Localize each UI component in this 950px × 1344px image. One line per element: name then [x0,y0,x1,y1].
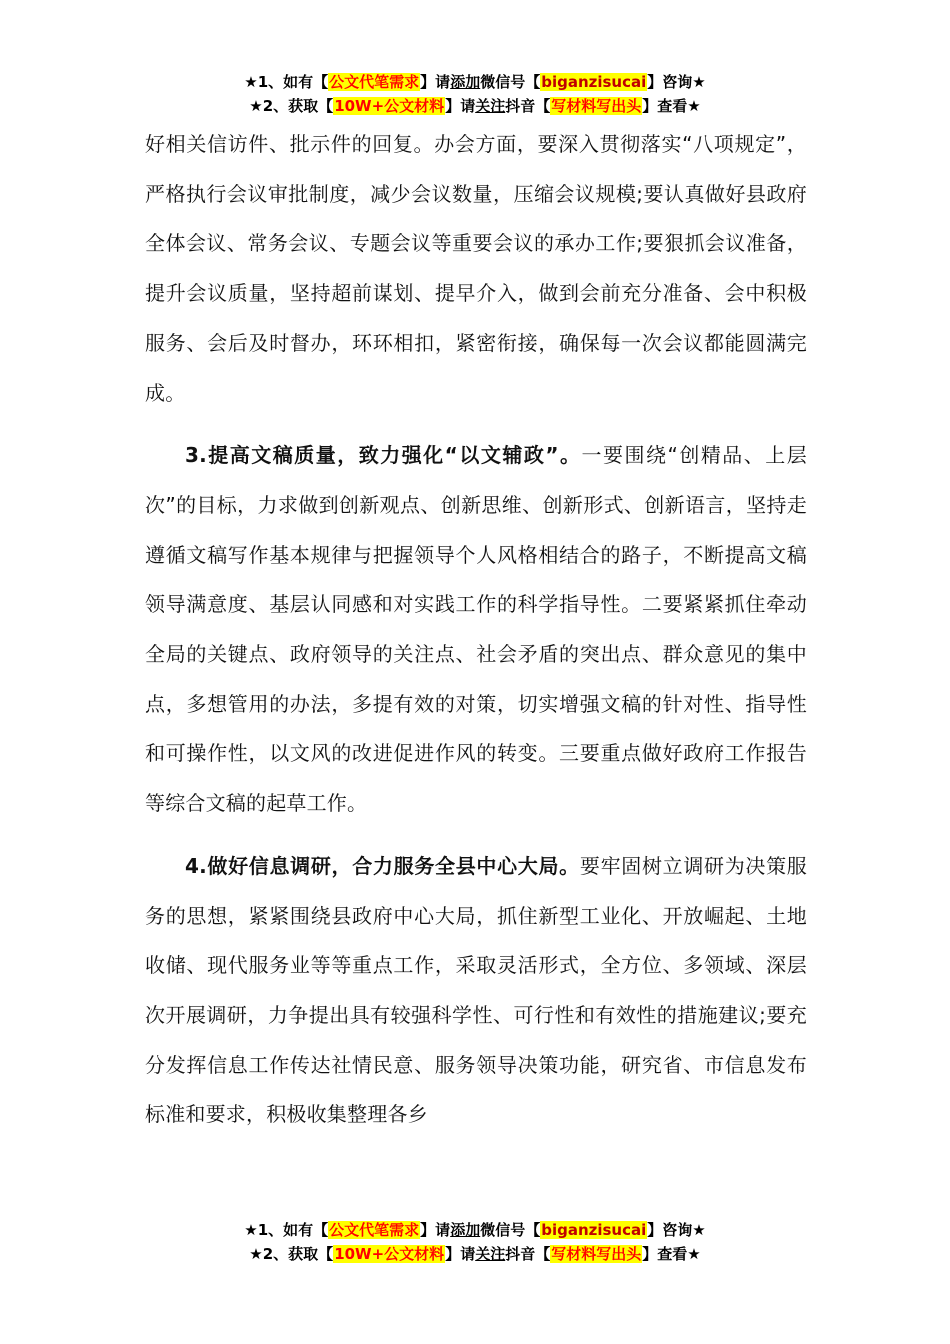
banner-underlined: 关注 [475,97,506,115]
paragraph [145,431,807,829]
banner-text: 微信号【 [480,1221,541,1239]
banner-text: ★2、获取【 [249,1245,334,1263]
banner-highlight: 写材料写出头 [551,1245,642,1263]
banner-text: ★2、获取【 [249,97,334,115]
section-heading: 3.提高文稿质量，致力强化“以文辅政”。 [185,443,582,468]
banner-line-1 [0,1218,950,1242]
banner-highlight: biganzisucai [541,73,647,91]
banner-text: ★1、如有【 [244,73,329,91]
paragraph-text: 一要围绕“创精品、上层次”的目标，力求做到创新观点、创新思维、创新形式、创新语言，坚持走遵循文稿写作基本规律与把握领导个人风格相结合的路子，不断提高文稿领导满意度、基层认同感和对实践工作的科学指导性。二要紧紧抓住牵动全局的关键点、政府领导的关注点、社会矛盾的突出点、群众意见的集中点，多想管用的办法，多提有效的对策，切实增强文稿的针对性、指导性和可操作性，以文风的改进促进作风的转变。三要重点做好政府工作报告等综合文稿的起草工作。 [145,443,808,816]
banner-highlight: 10W+公文材料 [334,1245,445,1263]
paragraph-text: 要牢固树立调研为决策服务的思想，紧紧围绕县政府中心大局，抓住新型工业化、开放崛起、土地收储、现代服务业等等重点工作，采取灵活形式，全方位、多领域、深层次开展调研，力争提出具有较强科学性、可行性和有效性的措施建议;要充分发挥信息工作传达社情民意、服务领导决策功能，研究省、市信息发布标准和要求，积极收集整理各乡 [145,853,807,1127]
banner-text: 】请 [445,97,476,115]
banner-text: 】咨询★ [647,1221,706,1239]
banner-highlight: biganzisucai [541,1221,647,1239]
banner-underlined: 添加 [450,1221,481,1239]
banner-line-2 [0,1242,950,1266]
banner-text: 】请 [420,1221,451,1239]
banner-underlined: 关注 [475,1245,506,1263]
banner-text: 】查看★ [642,1245,701,1263]
banner-text: 微信号【 [480,73,541,91]
banner-text: 】咨询★ [647,73,706,91]
footer-banner [0,1218,950,1266]
banner-text: 】请 [420,73,451,91]
banner-highlight: 10W+公文材料 [334,97,445,115]
banner-text: 抖音【 [505,1245,551,1263]
paragraph: 好相关信访件、批示件的回复。办会方面，要深入贯彻落实“八项规定”，严格执行会议审批制度，减少会议数量，压缩会议规模;要认真做好县政府全体会议、常务会议、专题会议等重要会议的承办工作;要狠抓会议准备，提升会议质量，坚持超前谋划、提早介入，做到会前充分准备、会中积极服务、会后及时督办，环环相扣，紧密衔接，确保每一次会议都能圆满完成。 [145,132,807,405]
banner-line-1 [0,70,950,94]
paragraph [145,842,807,1140]
banner-text: ★1、如有【 [244,1221,329,1239]
banner-text: 】请 [445,1245,476,1263]
document-body [145,120,807,1153]
section-heading: 4.做好信息调研，合力服务全县中心大局。 [185,853,580,878]
banner-line-2 [0,94,950,118]
banner-highlight: 公文代笔需求 [329,73,420,91]
banner-highlight: 公文代笔需求 [329,1221,420,1239]
header-banner [0,70,950,118]
banner-underlined: 添加 [450,73,481,91]
banner-highlight: 写材料写出头 [551,97,642,115]
banner-text: 抖音【 [505,97,551,115]
banner-text: 】查看★ [642,97,701,115]
